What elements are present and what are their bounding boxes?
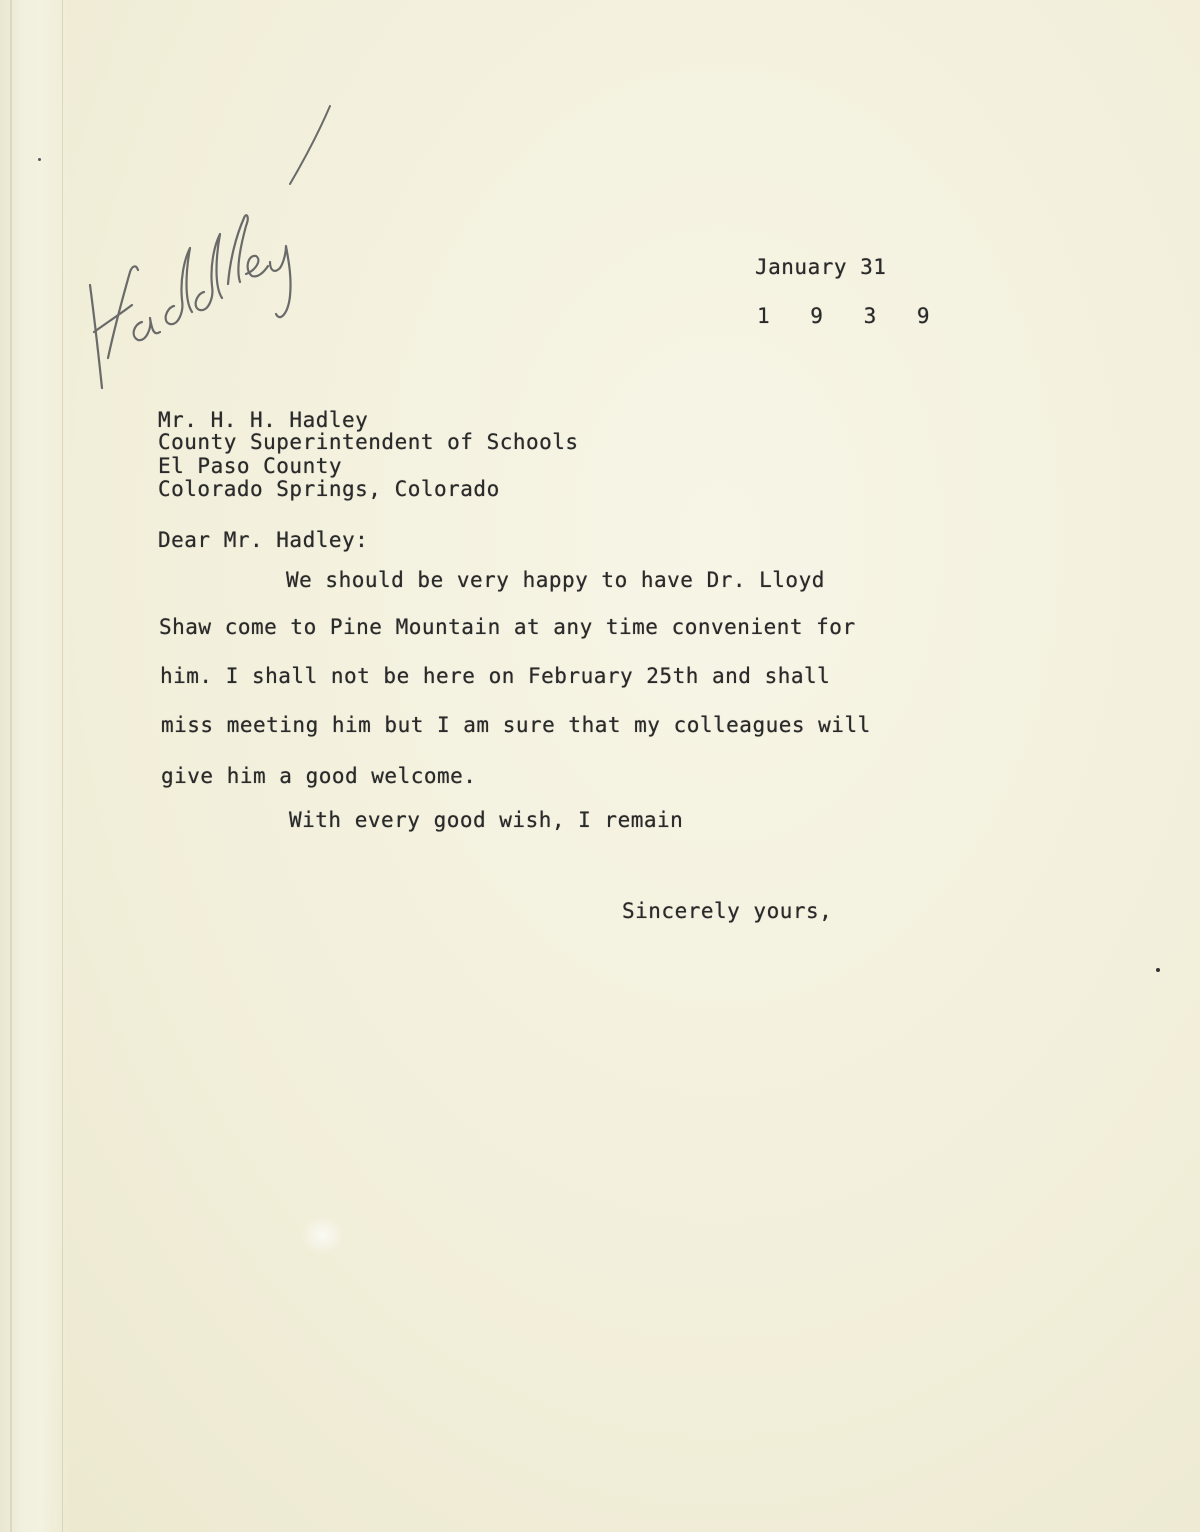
body-line: Shaw come to Pine Mountain at any time convenient for xyxy=(159,615,856,639)
recipient-city: Colorado Springs, Colorado xyxy=(158,477,500,501)
paper-smudge xyxy=(300,1215,345,1255)
letter-date: January 31 xyxy=(755,255,887,279)
body-line: miss meeting him but I am sure that my colleagues will xyxy=(161,713,871,737)
pencil-check-mark xyxy=(270,100,340,200)
closing: Sincerely yours, xyxy=(622,899,833,923)
ink-speck xyxy=(38,158,41,161)
salutation: Dear Mr. Hadley: xyxy=(158,528,369,552)
paper-layer-line xyxy=(62,0,63,1532)
body-line: him. I shall not be here on February 25th and shall xyxy=(160,664,831,688)
body-line: We should be very happy to have Dr. Lloyd xyxy=(286,568,825,592)
ink-speck xyxy=(1156,968,1160,972)
paper-fold-line xyxy=(10,0,12,1532)
recipient-county: El Paso County xyxy=(158,454,343,478)
letter-year: 1 9 3 9 xyxy=(757,304,944,328)
recipient-name: Mr. H. H. Hadley xyxy=(158,408,369,432)
body-line: give him a good welcome. xyxy=(161,764,477,788)
second-paragraph: With every good wish, I remain xyxy=(289,808,684,832)
recipient-title: County Superintendent of Schools xyxy=(158,430,579,454)
